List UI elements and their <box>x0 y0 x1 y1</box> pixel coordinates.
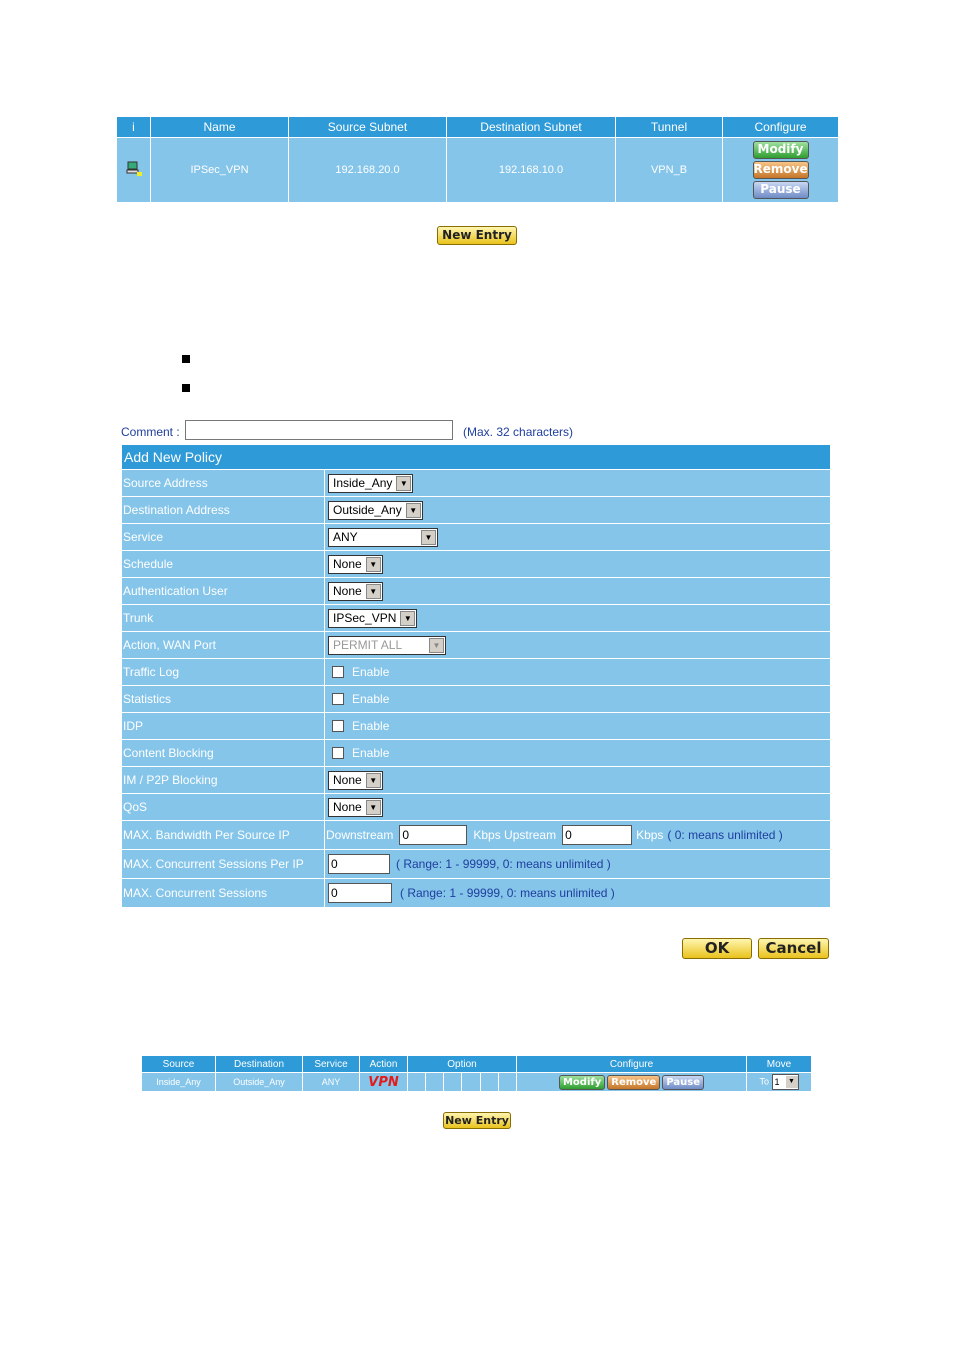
move-to-label: To <box>759 1076 769 1087</box>
col-service: Service <box>303 1056 360 1073</box>
col-destination-subnet: Destination Subnet <box>447 117 616 138</box>
im-p2p-select[interactable] <box>328 771 383 790</box>
schedule-value: None <box>333 557 362 571</box>
option-cell-1 <box>408 1073 426 1092</box>
destination-address-select[interactable] <box>328 501 423 520</box>
chevron-down-icon: ▼ <box>406 503 421 518</box>
comment-input[interactable] <box>185 420 453 440</box>
row-destination-address <box>122 496 830 523</box>
row-qos <box>122 793 830 820</box>
row-traffic-log <box>122 658 830 685</box>
qos-value: None <box>333 800 362 814</box>
source-address-value: Inside_Any <box>333 476 393 490</box>
new-entry-button-bottom[interactable]: New Entry <box>443 1112 511 1129</box>
content-blocking-checkbox[interactable] <box>332 747 344 759</box>
im-p2p-label: IM / P2P Blocking <box>122 767 325 793</box>
table-row <box>117 138 838 203</box>
traffic-log-checkbox[interactable] <box>332 666 344 678</box>
max-sessions-ip-label: MAX. Concurrent Sessions Per IP <box>122 850 325 878</box>
trunk-select[interactable] <box>328 609 417 628</box>
action-wan-label: Action, WAN Port <box>122 632 325 658</box>
option-cell-6 <box>498 1073 516 1092</box>
move-value: 1 <box>774 1077 780 1087</box>
row-statistics <box>122 685 830 712</box>
max-sessions-ip-input[interactable]: 0 <box>328 854 390 874</box>
policy-destination: Outside_Any <box>216 1073 303 1092</box>
col-destination: Destination <box>216 1056 303 1073</box>
new-entry-button[interactable]: New Entry <box>437 226 517 245</box>
chevron-down-icon: ▼ <box>366 800 381 815</box>
traffic-log-option: Enable <box>352 665 390 679</box>
traffic-log-label: Traffic Log <box>122 659 325 685</box>
chevron-down-icon: ▼ <box>786 1076 798 1088</box>
add-policy-form <box>122 445 830 907</box>
chevron-down-icon: ▼ <box>366 773 381 788</box>
row-auth-user <box>122 577 830 604</box>
action-wan-select <box>328 636 446 655</box>
network-computer-icon <box>117 138 151 203</box>
chevron-down-icon: ▼ <box>400 611 415 626</box>
source-address-label: Source Address <box>122 470 325 496</box>
row-trunk <box>122 604 830 631</box>
auth-user-value: None <box>333 584 362 598</box>
source-address-select[interactable] <box>328 474 413 493</box>
auth-user-select[interactable] <box>328 582 383 601</box>
cancel-button[interactable]: Cancel <box>758 938 829 959</box>
row-max-sessions <box>122 878 830 907</box>
bullet-2 <box>182 384 190 392</box>
remove-button[interactable]: Remove <box>753 161 809 179</box>
row-max-sessions-ip <box>122 849 830 878</box>
idp-checkbox[interactable] <box>332 720 344 732</box>
downstream-input[interactable]: 0 <box>399 825 467 845</box>
kbps-unit: Kbps <box>636 828 664 842</box>
option-cell-5 <box>480 1073 498 1092</box>
destination-address-label: Destination Address <box>122 497 325 523</box>
schedule-select[interactable] <box>328 555 383 574</box>
col-tunnel: Tunnel <box>616 117 723 138</box>
comment-label: Comment : <box>121 425 180 439</box>
im-p2p-value: None <box>333 773 362 787</box>
statistics-option: Enable <box>352 692 390 706</box>
destination-address-value: Outside_Any <box>333 503 402 517</box>
move-select[interactable] <box>772 1074 799 1090</box>
policy-service: ANY <box>303 1073 360 1092</box>
tunnel-tunnel: VPN_B <box>616 138 723 203</box>
statistics-checkbox[interactable] <box>332 693 344 705</box>
tunnel-destination-subnet: 192.168.10.0 <box>447 138 616 203</box>
row-schedule <box>122 550 830 577</box>
ok-button[interactable]: OK <box>682 938 752 959</box>
idp-option: Enable <box>352 719 390 733</box>
qos-label: QoS <box>122 794 325 820</box>
row-source-address <box>122 469 830 496</box>
chevron-down-icon: ▼ <box>429 638 444 653</box>
policy-table <box>142 1056 812 1091</box>
service-label: Service <box>122 524 325 550</box>
tunnel-name: IPSec_VPN <box>151 138 289 203</box>
col-option: Option <box>408 1056 517 1073</box>
service-select[interactable] <box>328 528 438 547</box>
col-i: i <box>117 117 151 138</box>
pause-button[interactable]: Pause <box>662 1075 704 1090</box>
comment-hint: (Max. 32 characters) <box>463 425 574 439</box>
max-bandwidth-label: MAX. Bandwidth Per Source IP <box>122 821 325 849</box>
row-service <box>122 523 830 550</box>
upstream-input[interactable]: 0 <box>562 825 632 845</box>
col-configure: Configure <box>723 117 839 138</box>
form-title: Add New Policy <box>122 445 830 469</box>
remove-button[interactable]: Remove <box>607 1075 660 1090</box>
tunnel-configure-cell <box>723 138 839 203</box>
option-cell-3 <box>444 1073 462 1092</box>
max-sessions-label: MAX. Concurrent Sessions <box>122 879 325 907</box>
row-content-blocking <box>122 739 830 766</box>
row-max-bandwidth <box>122 820 830 849</box>
max-bandwidth-hint: ( 0: means unlimited ) <box>667 828 783 842</box>
service-value: ANY <box>333 530 358 544</box>
col-configure: Configure <box>517 1056 747 1073</box>
statistics-label: Statistics <box>122 686 325 712</box>
tunnel-table <box>117 117 838 202</box>
trunk-value: IPSec_VPN <box>333 611 397 625</box>
content-blocking-option: Enable <box>352 746 390 760</box>
content-blocking-label: Content Blocking <box>122 740 325 766</box>
chevron-down-icon: ▼ <box>366 557 381 572</box>
trunk-label: Trunk <box>122 605 325 631</box>
schedule-label: Schedule <box>122 551 325 577</box>
table-row <box>142 1073 812 1092</box>
bullet-1 <box>182 355 190 363</box>
max-sessions-ip-hint: ( Range: 1 - 99999, 0: means unlimited ) <box>396 857 611 871</box>
option-cell-4 <box>462 1073 480 1092</box>
tunnel-source-subnet: 192.168.20.0 <box>289 138 447 203</box>
row-action-wan <box>122 631 830 658</box>
max-sessions-input[interactable]: 0 <box>328 883 392 903</box>
modify-button[interactable]: Modify <box>753 141 809 159</box>
col-move: Move <box>747 1056 812 1073</box>
pause-button[interactable]: Pause <box>753 181 809 199</box>
chevron-down-icon: ▼ <box>396 476 411 491</box>
chevron-down-icon: ▼ <box>421 530 436 545</box>
idp-label: IDP <box>122 713 325 739</box>
row-idp <box>122 712 830 739</box>
col-action: Action <box>360 1056 408 1073</box>
modify-button[interactable]: Modify <box>559 1075 605 1090</box>
qos-select[interactable] <box>328 798 383 817</box>
row-im-p2p <box>122 766 830 793</box>
upstream-label: Kbps Upstream <box>473 828 557 842</box>
col-source: Source <box>142 1056 216 1073</box>
policy-configure-cell <box>517 1073 747 1092</box>
policy-action: VPN <box>368 1074 399 1090</box>
chevron-down-icon: ▼ <box>366 584 381 599</box>
max-sessions-hint: ( Range: 1 - 99999, 0: means unlimited ) <box>400 886 615 900</box>
vpn-icon <box>360 1073 408 1092</box>
col-name: Name <box>151 117 289 138</box>
policy-move-cell <box>747 1073 812 1092</box>
col-source-subnet: Source Subnet <box>289 117 447 138</box>
action-wan-value: PERMIT ALL <box>333 638 403 652</box>
downstream-label: Downstream <box>326 828 394 842</box>
policy-source: Inside_Any <box>142 1073 216 1092</box>
auth-user-label: Authentication User <box>122 578 325 604</box>
option-cell-2 <box>426 1073 444 1092</box>
